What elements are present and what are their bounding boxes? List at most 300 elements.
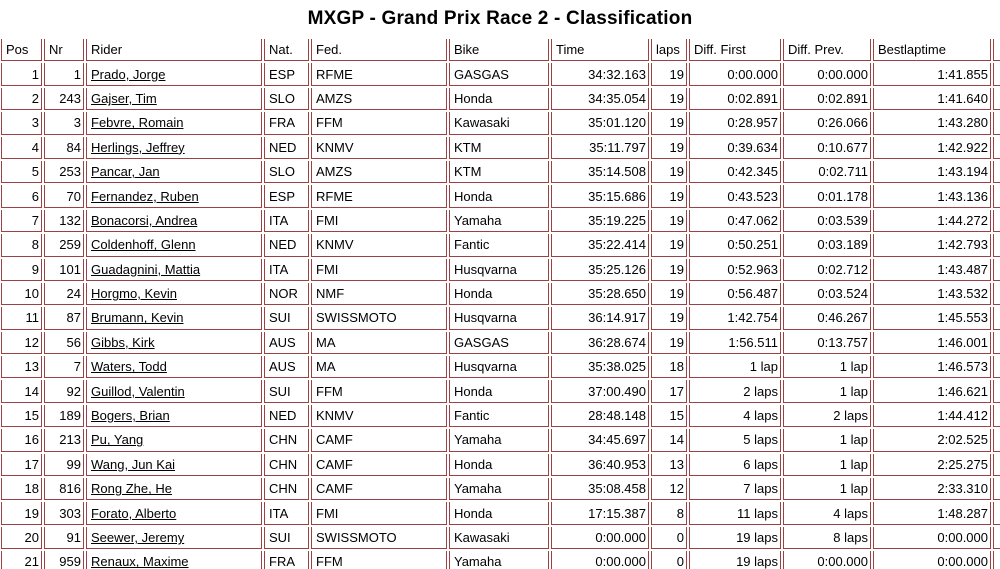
- cell-bestlaptime: 1:43.280: [873, 112, 991, 134]
- cell-time: 35:11.797: [551, 137, 649, 159]
- cell-nat: SLO: [264, 88, 309, 110]
- cell-cutoff: [993, 380, 1000, 402]
- table-row: [1, 527, 1000, 549]
- cell-cutoff: [993, 161, 1000, 183]
- rider-link[interactable]: Gajser, Tim: [91, 90, 157, 106]
- cell-bike: Honda: [449, 454, 549, 476]
- cell-time: 36:28.674: [551, 332, 649, 354]
- cell-laps: 19: [651, 234, 687, 256]
- cell-laps: 14: [651, 429, 687, 451]
- cell-nat: ESP: [264, 185, 309, 207]
- cell-bestlaptime: 1:44.272: [873, 210, 991, 232]
- cell-nat: SUI: [264, 380, 309, 402]
- cell-fed: FFM: [311, 112, 447, 134]
- cell-diff-prev: 1 lap: [783, 429, 871, 451]
- cell-time: 36:40.953: [551, 454, 649, 476]
- cell-bestlaptime: 2:02.525: [873, 429, 991, 451]
- rider-link[interactable]: Bogers, Brian: [91, 408, 170, 424]
- cell-bestlaptime: 1:46.573: [873, 356, 991, 378]
- cell-time: 34:45.697: [551, 429, 649, 451]
- cell-nat: AUS: [264, 356, 309, 378]
- cell-fed: CAMF: [311, 478, 447, 500]
- rider-link[interactable]: Guadagnini, Mattia: [91, 261, 201, 277]
- cell-fed: FFM: [311, 380, 447, 402]
- cell-cutoff: [993, 88, 1000, 110]
- cell-pos: 1: [1, 63, 42, 85]
- cell-diff-prev: 4 laps: [783, 502, 871, 524]
- cell-laps: 19: [651, 332, 687, 354]
- page-title: MXGP - Grand Prix Race 2 - Classification: [307, 8, 693, 29]
- cell-rider: [86, 210, 262, 232]
- cell-bike: Husqvarna: [449, 259, 549, 281]
- cell-pos: 16: [1, 429, 42, 451]
- cell-fed: CAMF: [311, 454, 447, 476]
- cell-diff-prev: 0:00.000: [783, 551, 871, 569]
- cell-bike: KTM: [449, 161, 549, 183]
- cell-time: 35:38.025: [551, 356, 649, 378]
- rider-link[interactable]: Wang, Jun Kai: [91, 456, 176, 472]
- cell-rider: [86, 112, 262, 134]
- cell-cutoff: [993, 137, 1000, 159]
- cell-rider: [86, 88, 262, 110]
- cell-diff-prev: 1 lap: [783, 454, 871, 476]
- cell-time: 35:19.225: [551, 210, 649, 232]
- cell-bike: Yamaha: [449, 551, 549, 569]
- table-row: [1, 259, 1000, 281]
- cell-laps: 0: [651, 551, 687, 569]
- cell-nr: 101: [44, 259, 84, 281]
- cell-cutoff: [993, 185, 1000, 207]
- cell-time: 17:15.387: [551, 502, 649, 524]
- column-header-bestlaptime: Bestlaptime: [873, 39, 991, 61]
- cell-nr: 303: [44, 502, 84, 524]
- cell-laps: 8: [651, 502, 687, 524]
- table-row: [1, 454, 1000, 476]
- cell-rider: [86, 161, 262, 183]
- cell-fed: AMZS: [311, 161, 447, 183]
- cell-diff-first: 1 lap: [689, 356, 781, 378]
- cell-bike: Honda: [449, 380, 549, 402]
- cell-diff-prev: 0:02.891: [783, 88, 871, 110]
- cell-nr: 87: [44, 307, 84, 329]
- cell-pos: 6: [1, 185, 42, 207]
- column-header-pos: Pos: [1, 39, 42, 61]
- cell-pos: 7: [1, 210, 42, 232]
- cell-nr: 213: [44, 429, 84, 451]
- cell-diff-prev: 0:03.539: [783, 210, 871, 232]
- cell-pos: 21: [1, 551, 42, 569]
- cell-diff-first: 1:56.511: [689, 332, 781, 354]
- cell-laps: 19: [651, 161, 687, 183]
- cell-rider: [86, 551, 262, 569]
- cell-cutoff: [993, 234, 1000, 256]
- cell-nat: NOR: [264, 283, 309, 305]
- cell-nat: ESP: [264, 63, 309, 85]
- table-row: [1, 551, 1000, 569]
- cell-fed: RFME: [311, 185, 447, 207]
- cell-bestlaptime: 1:44.412: [873, 405, 991, 427]
- table-row: [1, 234, 1000, 256]
- column-header-fed: Fed.: [311, 39, 447, 61]
- cell-fed: KNMV: [311, 405, 447, 427]
- table-row: [1, 502, 1000, 524]
- cell-bestlaptime: 1:43.487: [873, 259, 991, 281]
- column-header-diff-first: Diff. First: [689, 39, 781, 61]
- rider-link[interactable]: Guillod, Valentin: [91, 383, 185, 399]
- cell-fed: CAMF: [311, 429, 447, 451]
- cell-nr: 816: [44, 478, 84, 500]
- column-header-nat: Nat.: [264, 39, 309, 61]
- cell-bestlaptime: 2:33.310: [873, 478, 991, 500]
- cell-rider: [86, 405, 262, 427]
- cell-rider: [86, 259, 262, 281]
- cell-nat: NED: [264, 137, 309, 159]
- cell-rider: [86, 137, 262, 159]
- table-row: [1, 161, 1000, 183]
- cell-diff-first: 19 laps: [689, 527, 781, 549]
- table-body: [1, 63, 1000, 569]
- cell-cutoff: [993, 63, 1000, 85]
- cell-time: 36:14.917: [551, 307, 649, 329]
- cell-diff-first: 0:56.487: [689, 283, 781, 305]
- rider-link[interactable]: Fernandez, Ruben: [91, 188, 199, 204]
- cell-diff-first: 4 laps: [689, 405, 781, 427]
- cell-cutoff: [993, 551, 1000, 569]
- table-row: [1, 63, 1000, 85]
- cell-rider: [86, 356, 262, 378]
- cell-rider: [86, 478, 262, 500]
- table-row: [1, 478, 1000, 500]
- cell-cutoff: [993, 356, 1000, 378]
- rider-link[interactable]: Renaux, Maxime: [91, 554, 189, 569]
- cell-laps: 0: [651, 527, 687, 549]
- cell-cutoff: [993, 502, 1000, 524]
- cell-time: 35:01.120: [551, 112, 649, 134]
- cell-nat: ITA: [264, 259, 309, 281]
- cell-nr: 259: [44, 234, 84, 256]
- cell-bestlaptime: 1:42.793: [873, 234, 991, 256]
- cell-bestlaptime: 1:41.855: [873, 63, 991, 85]
- rider-link[interactable]: Seewer, Jeremy: [91, 530, 185, 545]
- cell-bestlaptime: 1:46.001: [873, 332, 991, 354]
- cell-laps: 12: [651, 478, 687, 500]
- table-row: [1, 307, 1000, 329]
- cell-rider: [86, 527, 262, 549]
- cell-diff-first: 11 laps: [689, 502, 781, 524]
- cell-bike: Fantic: [449, 234, 549, 256]
- cell-diff-first: 0:00.000: [689, 63, 781, 85]
- cell-cutoff: [993, 112, 1000, 134]
- cell-nr: 959: [44, 551, 84, 569]
- cell-diff-prev: 0:02.711: [783, 161, 871, 183]
- rider-link[interactable]: Pu, Yang: [91, 432, 144, 448]
- cell-pos: 9: [1, 259, 42, 281]
- column-header-time: Time: [551, 39, 649, 61]
- cell-fed: SWISSMOTO: [311, 527, 447, 549]
- cell-bike: Honda: [449, 283, 549, 305]
- cell-diff-prev: 0:26.066: [783, 112, 871, 134]
- cell-diff-first: 0:42.345: [689, 161, 781, 183]
- column-header-diff-prev: Diff. Prev.: [783, 39, 871, 61]
- cell-pos: 2: [1, 88, 42, 110]
- cell-cutoff: [993, 454, 1000, 476]
- cell-laps: 13: [651, 454, 687, 476]
- cell-diff-prev: 0:02.712: [783, 259, 871, 281]
- cell-time: 34:35.054: [551, 88, 649, 110]
- cell-diff-prev: 0:10.677: [783, 137, 871, 159]
- cell-pos: 18: [1, 478, 42, 500]
- cell-cutoff: [993, 283, 1000, 305]
- cell-nr: 99: [44, 454, 84, 476]
- cell-laps: 19: [651, 259, 687, 281]
- cell-pos: 12: [1, 332, 42, 354]
- cell-laps: 19: [651, 210, 687, 232]
- cell-nr: 84: [44, 137, 84, 159]
- column-header-nr: Nr: [44, 39, 84, 61]
- cell-nr: 7: [44, 356, 84, 378]
- cell-cutoff: [993, 527, 1000, 549]
- cell-diff-first: 0:47.062: [689, 210, 781, 232]
- cell-rider: [86, 332, 262, 354]
- cell-time: 35:22.414: [551, 234, 649, 256]
- cell-cutoff: [993, 405, 1000, 427]
- header-row: [1, 39, 1000, 61]
- cell-diff-prev: 0:00.000: [783, 63, 871, 85]
- cell-fed: NMF: [311, 283, 447, 305]
- cell-fed: RFME: [311, 63, 447, 85]
- cell-cutoff: [993, 332, 1000, 354]
- cell-nat: FRA: [264, 551, 309, 569]
- cell-cutoff: [993, 478, 1000, 500]
- table-row: [1, 112, 1000, 134]
- rider-link[interactable]: Herlings, Jeffrey: [91, 139, 185, 155]
- cell-diff-prev: 0:03.524: [783, 283, 871, 305]
- cell-time: 28:48.148: [551, 405, 649, 427]
- cell-bike: Honda: [449, 185, 549, 207]
- cell-bestlaptime: 1:48.287: [873, 502, 991, 524]
- cell-bestlaptime: 0:00.000: [873, 527, 991, 549]
- cell-nat: NED: [264, 405, 309, 427]
- cell-pos: 5: [1, 161, 42, 183]
- cell-time: 35:25.126: [551, 259, 649, 281]
- cell-pos: 11: [1, 307, 42, 329]
- cell-time: 37:00.490: [551, 380, 649, 402]
- cell-diff-first: 0:39.634: [689, 137, 781, 159]
- cell-fed: KNMV: [311, 234, 447, 256]
- cell-bike: Husqvarna: [449, 307, 549, 329]
- cell-cutoff: [993, 210, 1000, 232]
- cell-nat: CHN: [264, 454, 309, 476]
- cell-time: 35:15.686: [551, 185, 649, 207]
- cell-fed: MA: [311, 332, 447, 354]
- cell-bike: Honda: [449, 88, 549, 110]
- cell-diff-prev: 2 laps: [783, 405, 871, 427]
- table-header: [1, 39, 1000, 61]
- cell-nat: SUI: [264, 307, 309, 329]
- rider-link[interactable]: Prado, Jorge: [91, 66, 166, 82]
- cell-laps: 19: [651, 112, 687, 134]
- rider-link[interactable]: Pancar, Jan: [91, 164, 160, 180]
- cell-nr: 189: [44, 405, 84, 427]
- cell-fed: FFM: [311, 551, 447, 569]
- cell-diff-prev: 0:01.178: [783, 185, 871, 207]
- cell-rider: [86, 502, 262, 524]
- cell-nat: NED: [264, 234, 309, 256]
- cell-bike: Yamaha: [449, 210, 549, 232]
- cell-nat: CHN: [264, 478, 309, 500]
- cell-diff-prev: 0:46.267: [783, 307, 871, 329]
- cell-nr: 3: [44, 112, 84, 134]
- cell-rider: [86, 63, 262, 85]
- cell-diff-prev: 0:13.757: [783, 332, 871, 354]
- cell-diff-first: 7 laps: [689, 478, 781, 500]
- cell-bestlaptime: 1:46.621: [873, 380, 991, 402]
- cell-bike: Husqvarna: [449, 356, 549, 378]
- cell-bike: Kawasaki: [449, 527, 549, 549]
- rider-link[interactable]: Forato, Alberto: [91, 505, 177, 521]
- cell-laps: 15: [651, 405, 687, 427]
- table-row: [1, 429, 1000, 451]
- cell-rider: [86, 283, 262, 305]
- cell-nat: AUS: [264, 332, 309, 354]
- cell-fed: KNMV: [311, 137, 447, 159]
- cell-diff-prev: 0:03.189: [783, 234, 871, 256]
- cell-bestlaptime: 1:43.194: [873, 161, 991, 183]
- cell-diff-first: 0:43.523: [689, 185, 781, 207]
- cell-laps: 19: [651, 283, 687, 305]
- cell-laps: 18: [651, 356, 687, 378]
- cell-pos: 15: [1, 405, 42, 427]
- rider-link[interactable]: Horgmo, Kevin: [91, 286, 177, 302]
- cell-bike: Yamaha: [449, 478, 549, 500]
- cell-bike: Fantic: [449, 405, 549, 427]
- cell-time: 0:00.000: [551, 551, 649, 569]
- classification-table: [0, 37, 1000, 569]
- cell-laps: 19: [651, 307, 687, 329]
- cell-bike: Kawasaki: [449, 112, 549, 134]
- cell-diff-first: 0:52.963: [689, 259, 781, 281]
- cell-pos: 14: [1, 380, 42, 402]
- cell-laps: 19: [651, 185, 687, 207]
- table-row: [1, 210, 1000, 232]
- cell-bestlaptime: 1:43.136: [873, 185, 991, 207]
- table-row: [1, 332, 1000, 354]
- cell-nat: SLO: [264, 161, 309, 183]
- cell-rider: [86, 234, 262, 256]
- cell-nat: ITA: [264, 502, 309, 524]
- cell-bike: GASGAS: [449, 63, 549, 85]
- cell-bestlaptime: 1:42.922: [873, 137, 991, 159]
- cell-nr: 56: [44, 332, 84, 354]
- rider-link[interactable]: Brumann, Kevin: [91, 310, 184, 326]
- cell-cutoff: [993, 307, 1000, 329]
- cell-nr: 92: [44, 380, 84, 402]
- table-row: [1, 137, 1000, 159]
- cell-laps: 19: [651, 63, 687, 85]
- rider-link[interactable]: Waters, Todd: [91, 359, 167, 375]
- cell-bestlaptime: 1:45.553: [873, 307, 991, 329]
- cell-rider: [86, 307, 262, 329]
- cell-rider: [86, 185, 262, 207]
- cell-rider: [86, 429, 262, 451]
- table-row: [1, 356, 1000, 378]
- column-header-laps: laps: [651, 39, 687, 61]
- cell-pos: 4: [1, 137, 42, 159]
- column-header-rider: Rider: [86, 39, 262, 61]
- cell-nat: CHN: [264, 429, 309, 451]
- cell-time: 0:00.000: [551, 527, 649, 549]
- cell-laps: 17: [651, 380, 687, 402]
- cell-bestlaptime: 0:00.000: [873, 551, 991, 569]
- rider-link[interactable]: Febvre, Romain: [91, 115, 184, 131]
- cell-nr: 91: [44, 527, 84, 549]
- rider-link[interactable]: Rong Zhe, He: [91, 481, 172, 497]
- cell-time: 35:08.458: [551, 478, 649, 500]
- cell-pos: 20: [1, 527, 42, 549]
- cell-time: 35:28.650: [551, 283, 649, 305]
- table-row: [1, 185, 1000, 207]
- cell-pos: 19: [1, 502, 42, 524]
- cell-nat: ITA: [264, 210, 309, 232]
- cell-nr: 1: [44, 63, 84, 85]
- cell-fed: MA: [311, 356, 447, 378]
- cell-fed: FMI: [311, 210, 447, 232]
- cell-fed: SWISSMOTO: [311, 307, 447, 329]
- cell-pos: 10: [1, 283, 42, 305]
- cell-fed: AMZS: [311, 88, 447, 110]
- table-row: [1, 405, 1000, 427]
- cell-rider: [86, 380, 262, 402]
- cell-diff-first: 5 laps: [689, 429, 781, 451]
- cell-diff-first: 2 laps: [689, 380, 781, 402]
- table-row: [1, 283, 1000, 305]
- cell-pos: 17: [1, 454, 42, 476]
- rider-link[interactable]: Bonacorsi, Andrea: [91, 212, 198, 228]
- cell-fed: FMI: [311, 502, 447, 524]
- cell-diff-prev: 1 lap: [783, 356, 871, 378]
- cell-cutoff: [993, 429, 1000, 451]
- cell-diff-first: 0:50.251: [689, 234, 781, 256]
- cell-pos: 8: [1, 234, 42, 256]
- cell-laps: 19: [651, 88, 687, 110]
- cell-diff-prev: 1 lap: [783, 478, 871, 500]
- cell-nr: 24: [44, 283, 84, 305]
- cell-nat: FRA: [264, 112, 309, 134]
- cell-diff-first: 0:02.891: [689, 88, 781, 110]
- rider-link[interactable]: Coldenhoff, Glenn: [91, 237, 196, 253]
- cell-nat: SUI: [264, 527, 309, 549]
- column-header-bike: Bike: [449, 39, 549, 61]
- cell-pos: 3: [1, 112, 42, 134]
- cell-diff-first: 1:42.754: [689, 307, 781, 329]
- cell-nr: 70: [44, 185, 84, 207]
- cell-fed: FMI: [311, 259, 447, 281]
- cell-bestlaptime: 1:41.640: [873, 88, 991, 110]
- cell-laps: 19: [651, 137, 687, 159]
- cell-bike: GASGAS: [449, 332, 549, 354]
- column-header-cutoff: [993, 39, 1000, 61]
- cell-nr: 253: [44, 161, 84, 183]
- table-row: [1, 380, 1000, 402]
- cell-bike: KTM: [449, 137, 549, 159]
- rider-link[interactable]: Gibbs, Kirk: [91, 334, 155, 350]
- cell-diff-first: 0:28.957: [689, 112, 781, 134]
- cell-bestlaptime: 2:25.275: [873, 454, 991, 476]
- cell-rider: [86, 454, 262, 476]
- cell-cutoff: [993, 259, 1000, 281]
- cell-time: 34:32.163: [551, 63, 649, 85]
- cell-time: 35:14.508: [551, 161, 649, 183]
